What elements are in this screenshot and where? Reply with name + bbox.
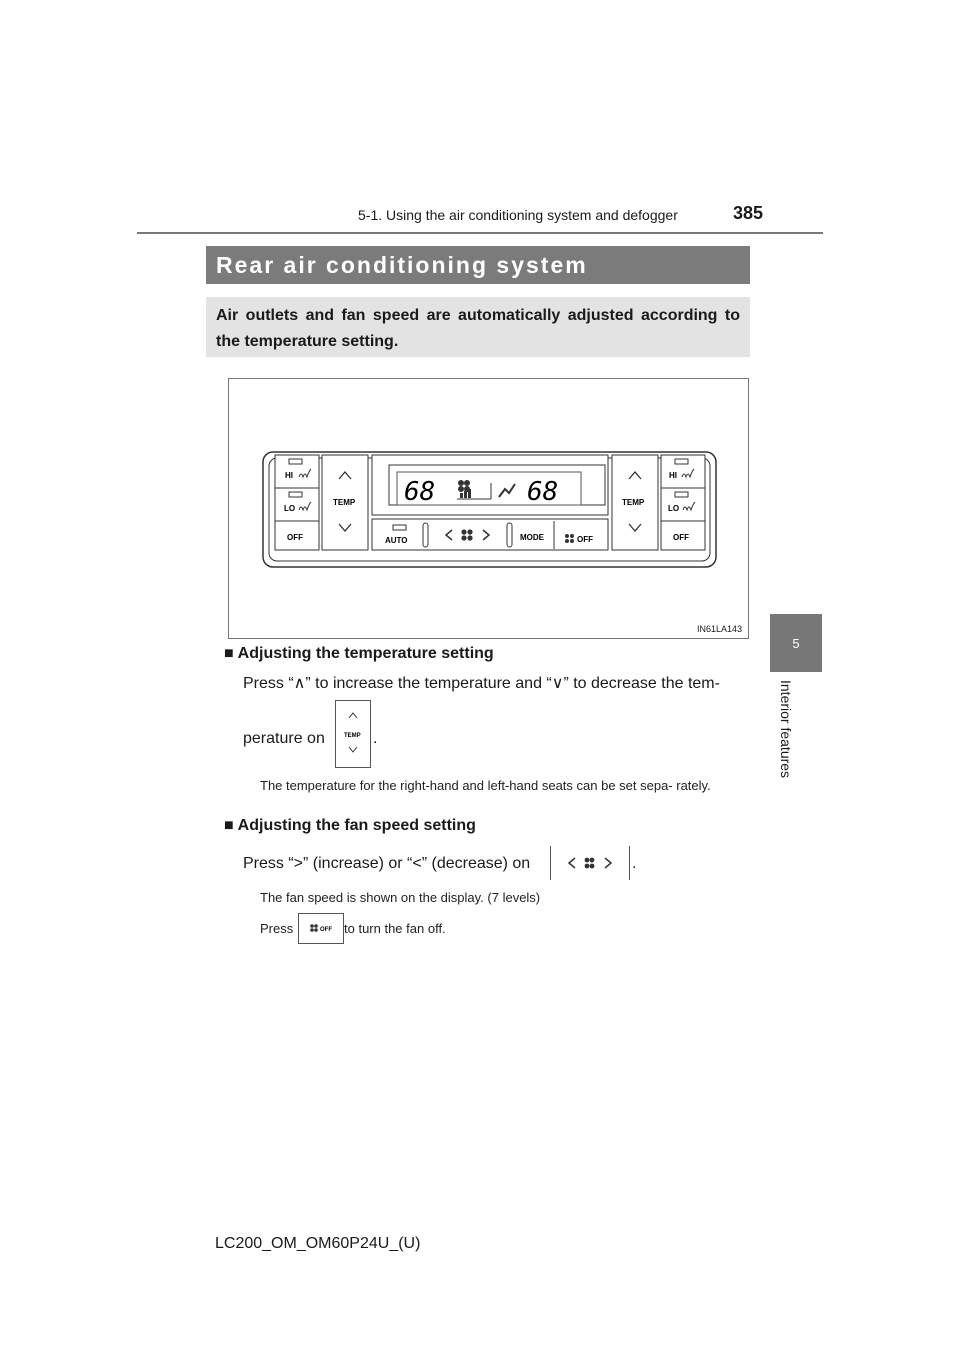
header-section-title: 5-1. Using the air conditioning system and defogger bbox=[358, 207, 678, 223]
fan-off-glyph bbox=[299, 914, 343, 943]
fan-speed-heading-text: Adjusting the fan speed setting bbox=[237, 817, 476, 834]
temperature-text-line2: perature on bbox=[243, 730, 325, 747]
temperature-heading: ■ Adjusting the temperature setting bbox=[224, 645, 494, 662]
intro-text: Air outlets and fan speed are automatically adjusted according to the temperature setting. bbox=[206, 297, 750, 357]
fan-speed-heading: ■ Adjusting the fan speed setting bbox=[224, 817, 476, 834]
chapter-label-text: Interior features bbox=[778, 680, 794, 779]
right-seat-heater-buttons bbox=[661, 455, 705, 550]
section-title: Rear air conditioning system bbox=[206, 246, 750, 284]
header-divider bbox=[137, 232, 823, 234]
control-panel-figure bbox=[228, 378, 749, 639]
svg-text:OFF: OFF bbox=[673, 533, 689, 542]
figure-code: IN61LA143 bbox=[696, 624, 742, 634]
svg-text:68: 68 bbox=[404, 477, 436, 507]
fan-off-note-end: to turn the fan off. bbox=[344, 921, 446, 936]
left-temp-button bbox=[322, 455, 368, 550]
svg-text:68: 68 bbox=[527, 477, 559, 507]
chapter-number: 5 bbox=[792, 635, 800, 651]
svg-text:OFF: OFF bbox=[577, 535, 593, 544]
chapter-tab bbox=[770, 614, 822, 672]
svg-text:LO: LO bbox=[668, 504, 680, 513]
left-seat-heater-buttons bbox=[275, 455, 319, 550]
svg-text:OFF: OFF bbox=[287, 533, 303, 542]
right-temp-button bbox=[612, 455, 658, 550]
temperature-heading-text: Adjusting the temperature setting bbox=[237, 645, 494, 662]
svg-text:LO: LO bbox=[284, 504, 296, 513]
temp-button-glyph bbox=[336, 701, 370, 767]
fan-speed-text-period: . bbox=[632, 855, 637, 872]
page-number: 385 bbox=[733, 203, 764, 223]
temperature-note: The temperature for the right-hand and left-hand seats can be set sepa- rately. bbox=[260, 778, 711, 793]
svg-text:TEMP: TEMP bbox=[344, 733, 361, 739]
fan-speed-note: The fan speed is shown on the display. (7 levels) bbox=[260, 890, 541, 905]
chapter-label bbox=[778, 680, 800, 790]
fan-speed-button-icon bbox=[550, 846, 630, 880]
fan-control-row bbox=[372, 519, 608, 550]
svg-text:HI: HI bbox=[669, 471, 677, 480]
footer-document-code: LC200_OM_OM60P24U_(U) bbox=[215, 1235, 421, 1252]
fan-speed-glyph bbox=[551, 846, 629, 880]
fan-off-button-icon bbox=[298, 913, 344, 944]
svg-text:MODE: MODE bbox=[520, 533, 544, 542]
temperature-text-line1: Press “∧” to increase the temperature and “∨” to decrease the tem- bbox=[243, 675, 720, 692]
svg-text:AUTO: AUTO bbox=[385, 536, 408, 545]
temp-button-icon bbox=[335, 700, 371, 768]
temperature-display bbox=[372, 455, 608, 515]
fan-speed-text: Press “>” (increase) or “<” (decrease) on bbox=[243, 855, 531, 872]
fan-off-note-start: Press bbox=[260, 921, 294, 936]
svg-text:HI: HI bbox=[285, 471, 293, 480]
control-panel-illustration bbox=[229, 379, 750, 640]
svg-text:TEMP: TEMP bbox=[333, 498, 356, 507]
svg-text:TEMP: TEMP bbox=[622, 498, 645, 507]
svg-text:OFF: OFF bbox=[320, 927, 332, 933]
temperature-text-period: . bbox=[373, 730, 378, 747]
